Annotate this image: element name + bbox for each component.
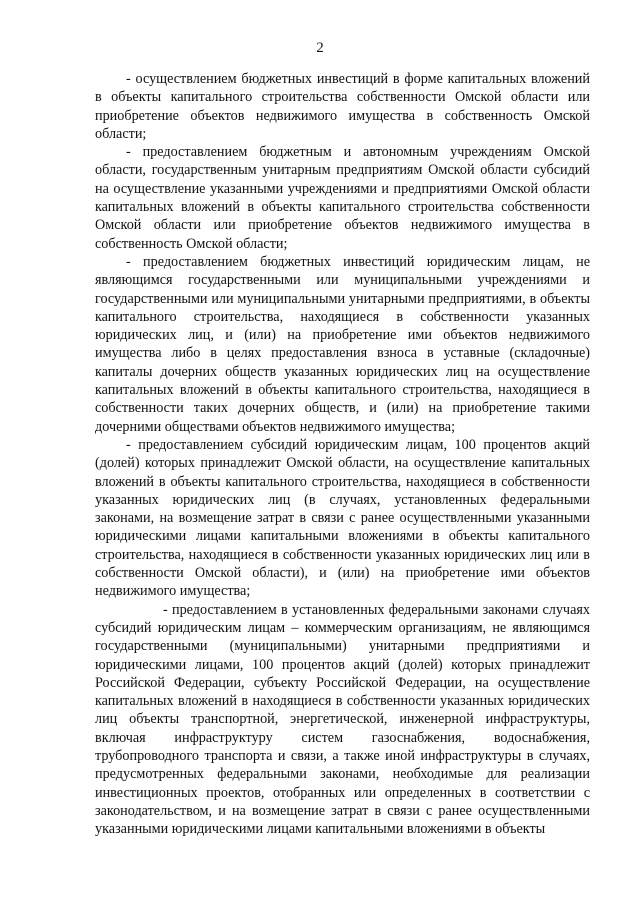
paragraph-investments-to-legal-entities: - предоставлением бюджетных инвестиций юридическим лицам, не являющимся государственными или муниципальными учреждениями и государственными или муниципальными унитарными предприятиями, в объекты капитального строительства, находящиеся в собственности указанных юридических лиц, и (или) на приобретение ими объектов недвижимого имущества либо в целях предоставления взноса в уставные (складочные) капиталы дочерних обществ указанных юридических лиц на осуществление капитальных вложений в объекты капитального строительства, находящиеся в собственности таких дочерних обществ, и (или) на приобретение такими дочерними обществами объектов недвижимого имущества; [95,253,590,435]
paragraph-budget-investments: - осуществлением бюджетных инвестиций в форме капитальных вложений в объекты капитального строительства собственности Омской области или приобретение объектов недвижимого имущества в собственность Омской области; [95,71,590,142]
paragraph-subsidies-to-commercial-organizations: - предоставлением в установленных федеральными законами случаях субсидий юридическим лицам – коммерческим организациям, не являющимся государственными (муниципальными) унитарными предприятиями и юридическими лицами, 100 процентов акций (долей) которых принадлежит Российской Федерации, субъекту Российской Федерации, на осуществление капитальных вложений в находящиеся в собственности указанных юридических лиц объекты транспортной, энергетической, инженерной инфраструктуры, включая инфраструктуру систем газоснабжения, водоснабжения, трубопроводного транспорта и связи, а также иной инфраструктуры в случаях, предусмотренных федеральными законами, необходимые для реализации инвестиционных проектов, отобранных или определенных в соответствии с законодательством, и на возмещение затрат в связи с ранее осуществленными указанными юридическими лицами капитальными вложениями в объекты [95,601,590,838]
paragraph-subsidies-to-state-owned-entities: - предоставлением субсидий юридическим лицам, 100 процентов акций (долей) которых принадлежит Омской области, на осуществление капитальных вложений в объекты капитального строительства, находящиеся в собственности указанных юридических лиц (в случаях, установленных федеральными законами, на возмещение затрат в связи с ранее осуществленными указанными юридическими лицами капитальными вложениями в объекты капитального строительства, находящиеся в собственности указанных юридических лиц или в собственности Омской области), и (или) на приобретение ими объектов недвижимого имущества; [95,436,590,600]
document-body [95,70,590,838]
page-number: 2 [316,40,324,56]
paragraph-subsidies-to-institutions: - предоставлением бюджетным и автономным учреждениям Омской области, государственным унитарным предприятиям Омской области субсидий на осуществление указанными учреждениями и предприятиями Омской области капитальных вложений в объекты капитального строительства собственности Омской области или приобретение объектов недвижимого имущества в собственность Омской области; [95,144,590,252]
